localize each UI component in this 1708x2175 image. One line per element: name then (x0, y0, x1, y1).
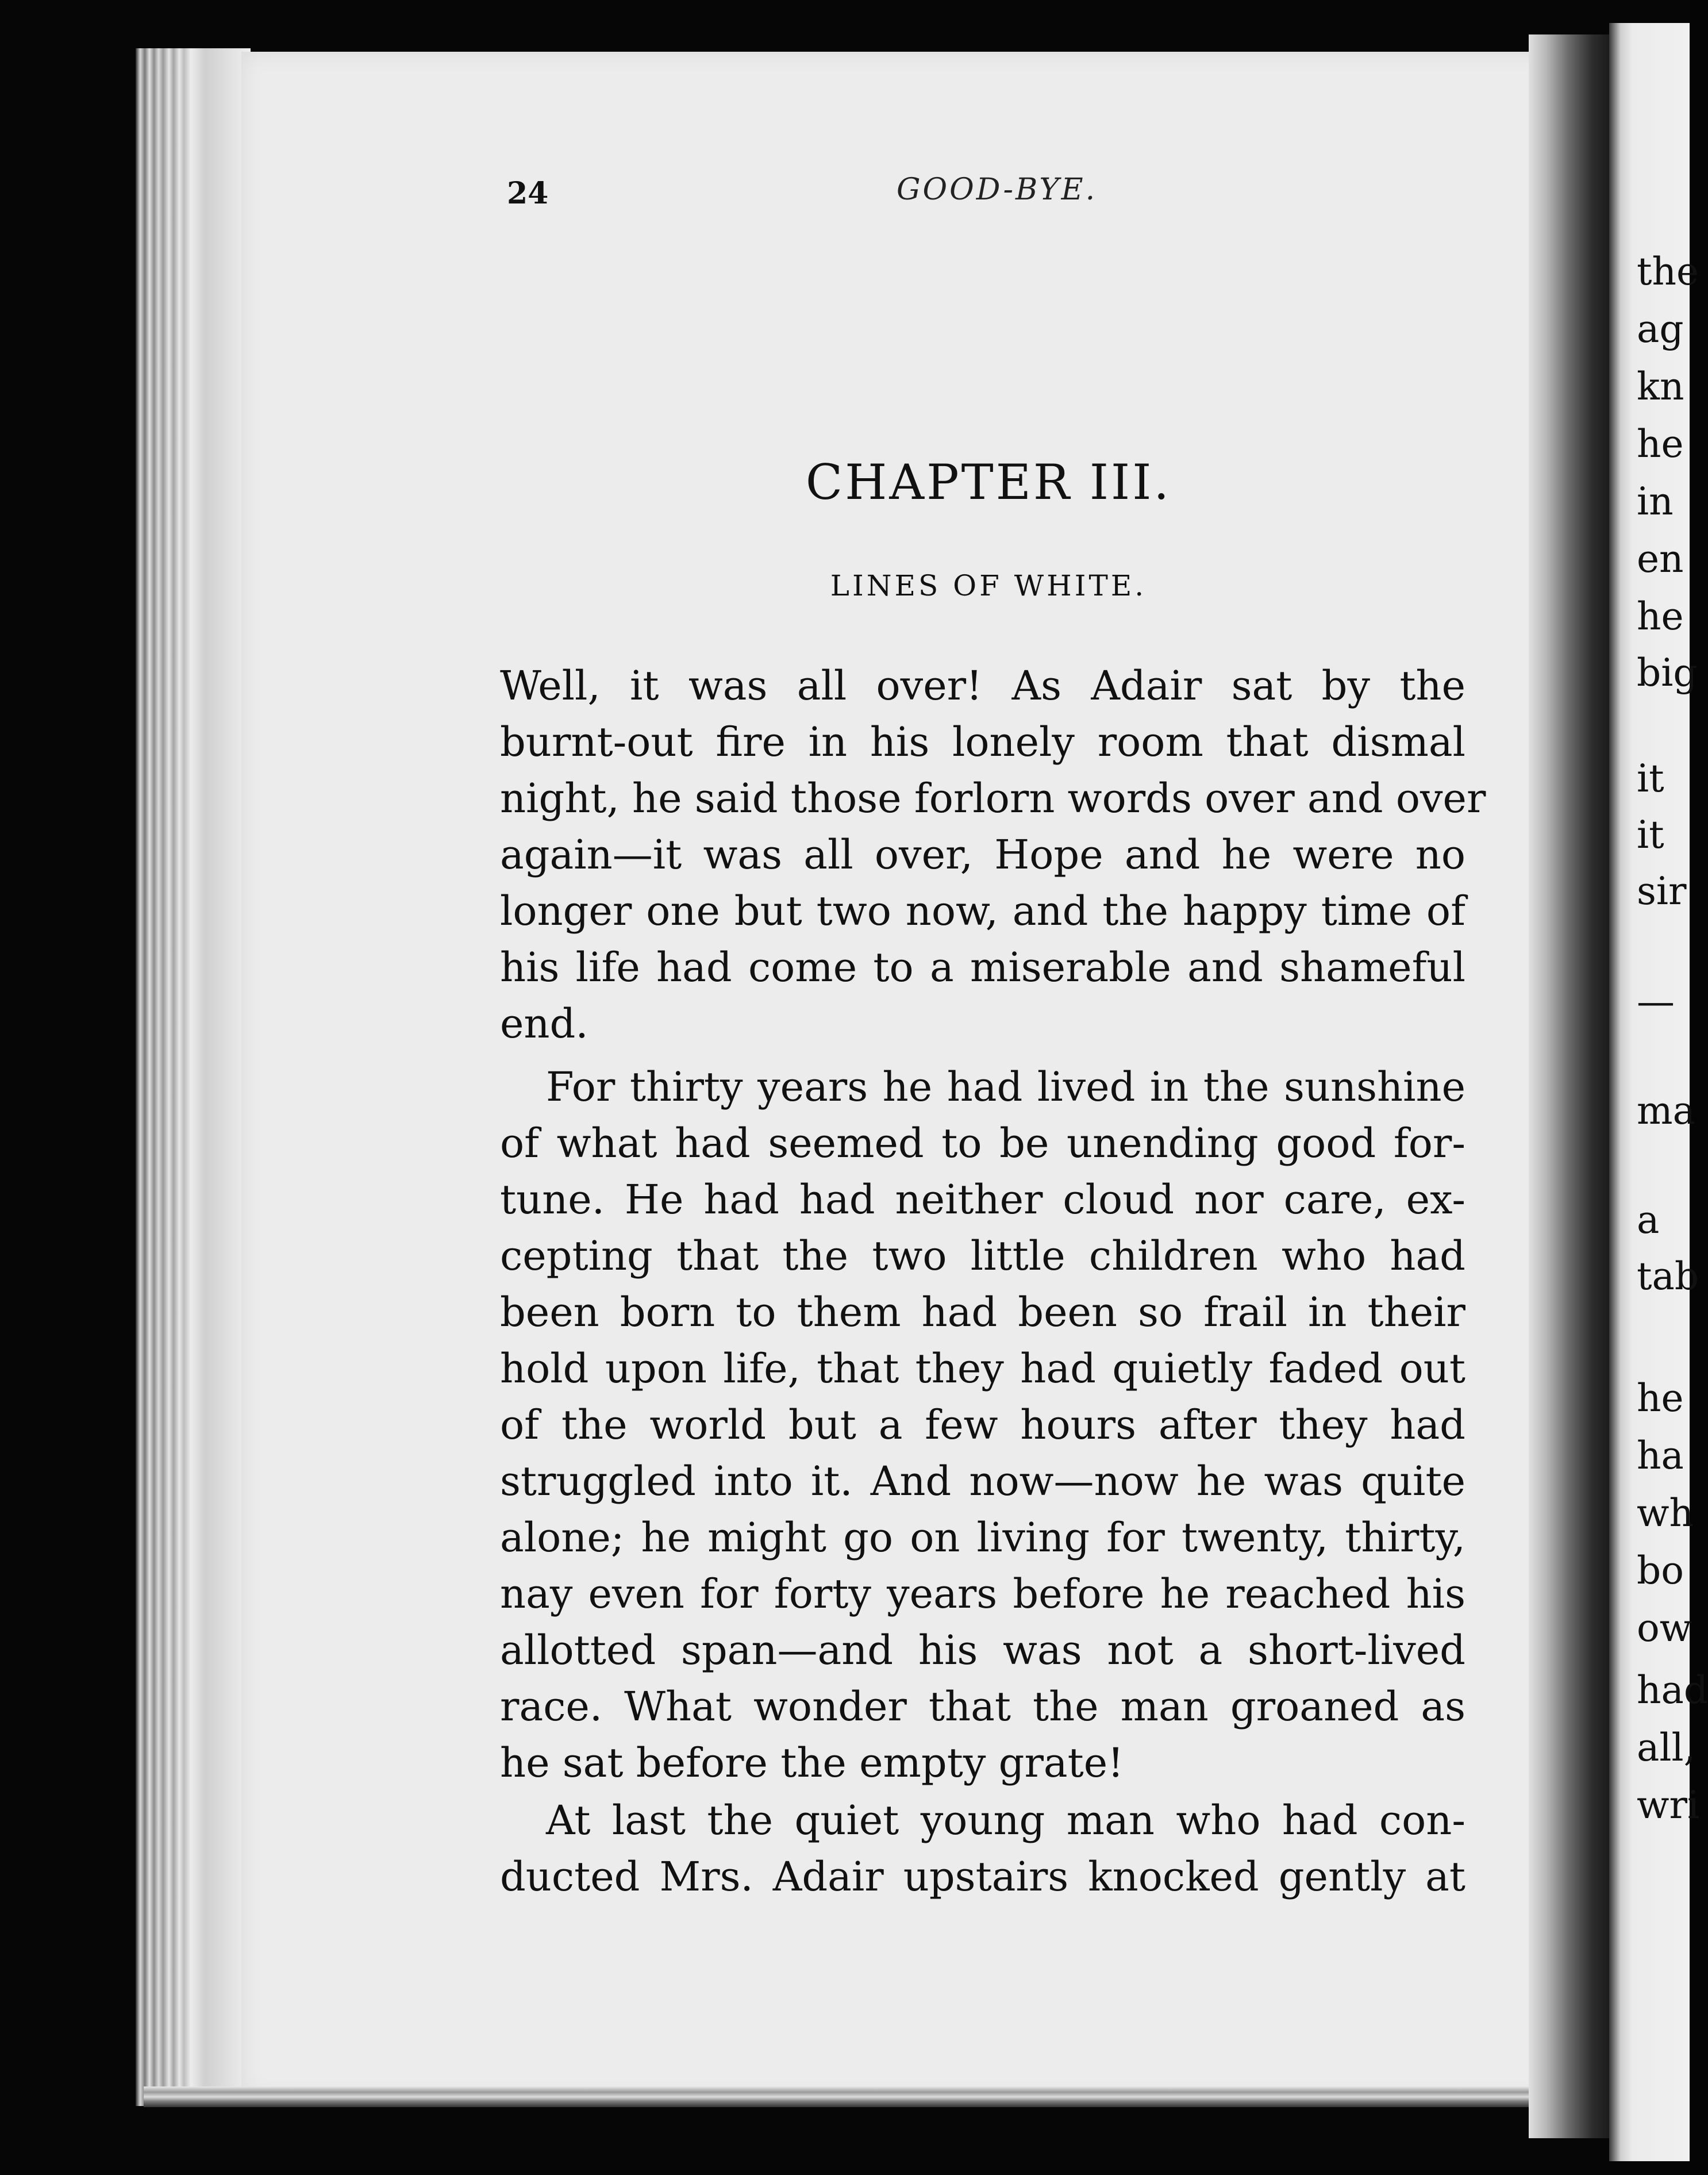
body-line: ducted Mrs. Adair upstairs knocked gently at (500, 1853, 1465, 1900)
facing-page-fragment: big (1637, 651, 1698, 695)
facing-page-fragment: bo (1637, 1548, 1684, 1593)
body-line: longer one but two now, and the happy time of (500, 887, 1465, 935)
body-line: of the world but a few hours after they had (500, 1401, 1465, 1448)
facing-page-fragment: in (1637, 479, 1674, 524)
facing-page-fragment: wh (1637, 1491, 1694, 1535)
facing-page-fragment: a (1637, 1198, 1660, 1242)
facing-page-fragment: wri (1637, 1783, 1700, 1827)
facing-page-fragment: — (1637, 979, 1675, 1024)
facing-page-fragment: ma (1637, 1089, 1695, 1133)
chapter-subtitle: LINES OF WHITE. (830, 569, 1147, 602)
facing-page-fragment: it (1637, 756, 1664, 801)
facing-page-fragment: sir (1637, 869, 1687, 913)
body-line: of what had seemed to be unending good for- (500, 1120, 1465, 1167)
book-gutter (1529, 34, 1615, 2138)
facing-page-fragment: he (1637, 594, 1684, 639)
body-line: struggled into it. And now—now he was quite (500, 1458, 1465, 1505)
body-line: again—it was all over, Hope and he were no (500, 831, 1465, 878)
body-line: allotted span—and his was not a short-lived (500, 1627, 1465, 1674)
facing-page-fragment: ow (1637, 1606, 1692, 1650)
facing-page-fragment: all, (1637, 1726, 1696, 1770)
facing-page-fragment: the (1637, 249, 1699, 294)
facing-page-fragment: had (1637, 1668, 1708, 1712)
running-title: GOOD-BYE. (897, 172, 1098, 207)
body-line: race. What wonder that the man groaned as (500, 1683, 1465, 1730)
body-line: he sat before the empty grate! (500, 1739, 1124, 1786)
facing-page-fragment: ag (1637, 307, 1684, 351)
body-line: tune. He had had neither cloud nor care, ex- (500, 1176, 1465, 1223)
facing-page-fragment: en (1637, 537, 1684, 581)
body-line: cepting that the two little children who had (500, 1232, 1465, 1279)
body-line: burnt-out fire in his lonely room that dismal (500, 718, 1465, 766)
facing-page-fragment: he (1637, 422, 1684, 466)
body-line: alone; he might go on living for twenty, thirty, (500, 1514, 1465, 1561)
chapter-title: CHAPTER III. (805, 454, 1172, 510)
page-bottom-edge (144, 2086, 1563, 2107)
body-line: hold upon life, that they had quietly faded out (500, 1345, 1465, 1392)
facing-page-fragment: ha (1637, 1434, 1684, 1478)
body-line: At last the quiet young man who had con- (546, 1797, 1465, 1844)
body-line: For thirty years he had lived in the sunshine (546, 1063, 1465, 1110)
body-line: nay even for forty years before he reached his (500, 1570, 1465, 1617)
facing-page-fragment: kn (1637, 364, 1684, 409)
facing-page-fragment: it (1637, 813, 1664, 857)
page-edges (136, 48, 251, 2106)
body-line: been born to them had been so frail in their (500, 1289, 1465, 1336)
body-line: his life had come to a miserable and shameful (500, 944, 1465, 991)
body-line: night, he said those forlorn words over and over (500, 775, 1486, 822)
facing-page-fragment: he (1637, 1376, 1684, 1420)
body-line: Well, it was all over! As Adair sat by the (500, 662, 1465, 709)
page-number: 24 (507, 176, 549, 211)
body-line: end. (500, 1000, 588, 1047)
facing-page-fragment: tab (1637, 1254, 1699, 1298)
